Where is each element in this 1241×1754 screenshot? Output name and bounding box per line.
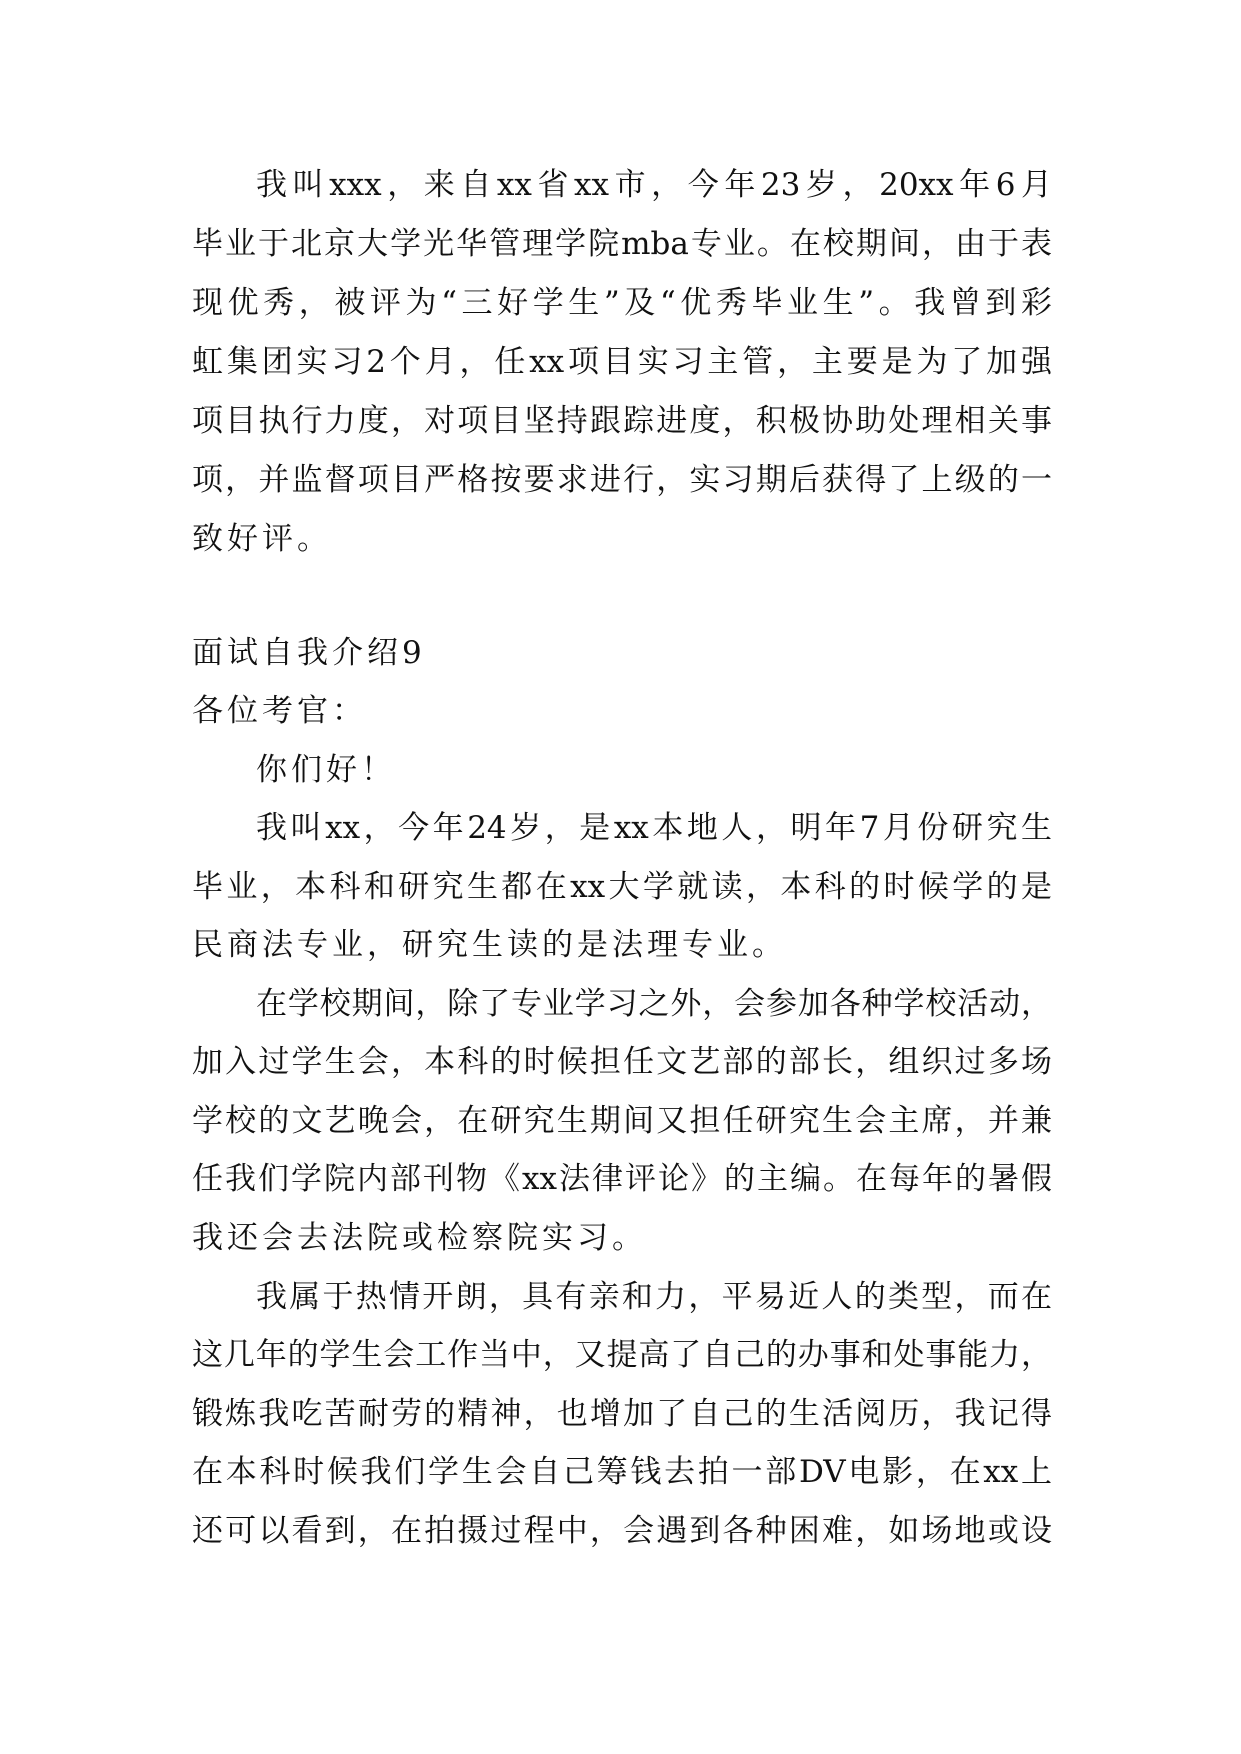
salutation: 各位考官：: [192, 693, 367, 729]
text-line: 毕业，本科和研究生都在xx大学就读，本科的时候学的是: [192, 869, 1052, 905]
text-line: 锻炼我吃苦耐劳的精神，也增加了自己的生活阅历，我记得: [192, 1396, 1052, 1432]
text-line: 我属于热情开朗，具有亲和力，平易近人的类型，而在: [256, 1279, 1052, 1315]
text-line: 毕业于北京大学光华管理学院mba专业。在校期间，由于表: [192, 226, 1052, 262]
text-line: 这几年的学生会工作当中，又提高了自己的办事和处事能力，: [192, 1337, 1052, 1373]
text-line: 还可以看到，在拍摄过程中，会遇到各种困难，如场地或设: [192, 1513, 1052, 1549]
text-line: 在本科时候我们学生会自己筹钱去拍一部DV电影，在xx上: [192, 1454, 1052, 1490]
text-line: 民商法专业，研究生读的是法理专业。: [192, 927, 787, 963]
text-line: 任我们学院内部刊物《xx法律评论》的主编。在每年的暑假: [192, 1161, 1052, 1197]
text-line: 项，并监督项目严格按要求进行，实习期后获得了上级的一: [192, 462, 1052, 498]
text-line: 现优秀，被评为“三好学生”及“优秀毕业生”。我曾到彩: [192, 285, 1052, 321]
text-line: 我还会去法院或检察院实习。: [192, 1220, 647, 1256]
text-line: 项目执行力度，对项目坚持跟踪进度，积极协助处理相关事: [192, 403, 1052, 439]
text-line: 在学校期间，除了专业学习之外，会参加各种学校活动，: [256, 986, 1052, 1022]
text-line: 我叫xxx，来自xx省xx市，今年23岁，20xx年6月: [256, 167, 1052, 203]
text-line: 学校的文艺晚会，在研究生期间又担任研究生会主席，并兼: [192, 1103, 1052, 1139]
section-title: 面试自我介绍9: [192, 635, 426, 671]
text-line: 虹集团实习2个月，任xx项目实习主管，主要是为了加强: [192, 344, 1052, 380]
greeting: 你们好！: [256, 752, 396, 788]
text-line: 致好评。: [192, 521, 332, 557]
text-line: 我叫xx，今年24岁，是xx本地人，明年7月份研究生: [256, 810, 1052, 846]
text-line: 加入过学生会，本科的时候担任文艺部的部长，组织过多场: [192, 1044, 1052, 1080]
